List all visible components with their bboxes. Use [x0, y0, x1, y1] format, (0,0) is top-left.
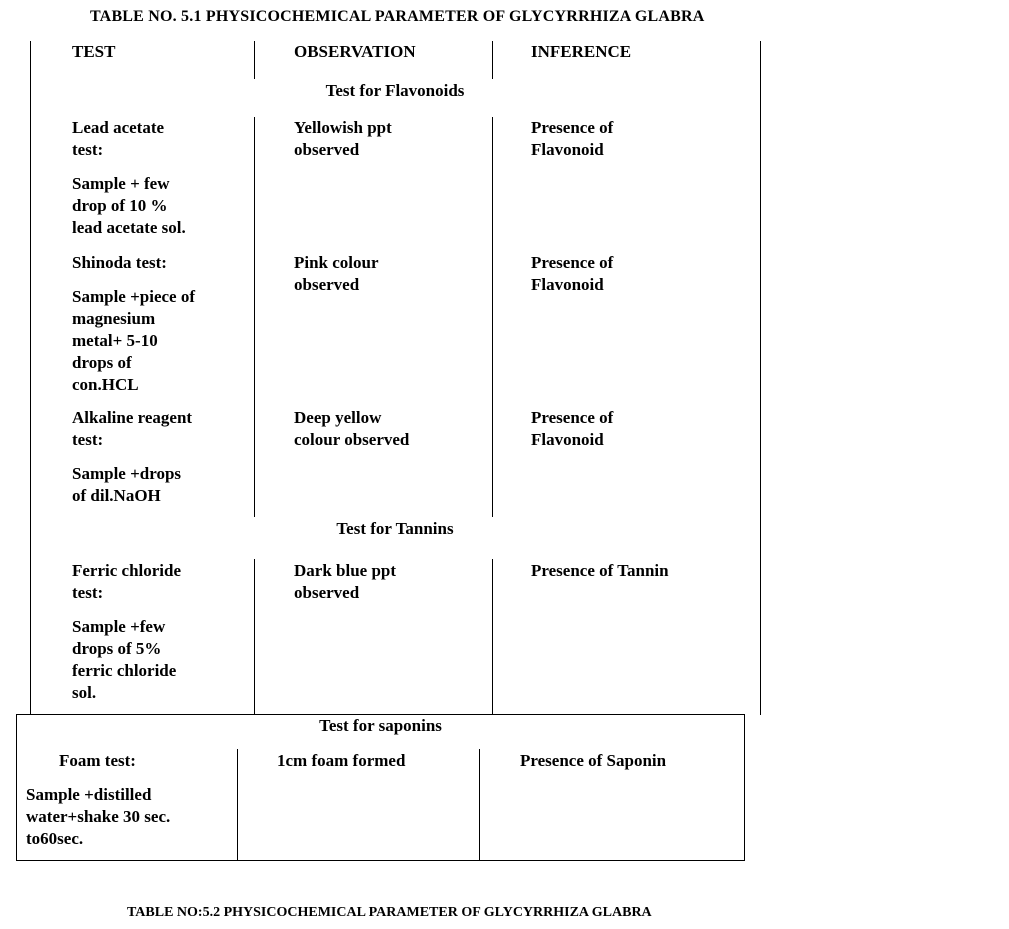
col-divider — [237, 749, 238, 861]
col-divider — [479, 749, 480, 861]
col-divider — [492, 117, 493, 517]
col-divider — [492, 41, 493, 79]
test-cell-lead-acetate: Lead acetate test: Sample + few drop of 10 % lead acetate sol. — [72, 118, 186, 237]
header-observation: OBSERVATION — [294, 42, 416, 61]
inference-cell-foam: Presence of Saponin — [520, 751, 667, 770]
saponin-box-bottom — [16, 860, 745, 861]
observation-cell-ferric-chloride: Dark blue ppt observed — [294, 561, 397, 602]
observation-cell-foam: 1cm foam formed — [277, 751, 406, 770]
header-test: TEST — [72, 42, 116, 61]
table-title: TABLE NO. 5.1 PHYSICOCHEMICAL PARAMETER OF GLYCYRRHIZA GLABRA — [90, 8, 705, 25]
inference-cell-ferric-chloride: Presence of Tannin — [531, 561, 669, 580]
observation-cell-shinoda: Pink colour observed — [294, 253, 379, 294]
inference-cell-lead-acetate: Presence of Flavonoid — [531, 118, 614, 159]
inference-cell-alkaline: Presence of Flavonoid — [531, 408, 614, 449]
section-saponins: Test for saponins — [319, 716, 442, 735]
test-cell-alkaline: Alkaline reagent test: Sample +drops of dil.NaOH — [72, 408, 193, 505]
col-divider — [492, 559, 493, 715]
col-divider — [254, 559, 255, 715]
observation-cell-lead-acetate: Yellowish ppt observed — [294, 118, 392, 159]
table-border-right — [760, 41, 761, 715]
table-border-left — [30, 41, 31, 715]
test-cell-ferric-chloride: Ferric chloride test: Sample +few drops of 5% ferric chloride sol. — [72, 561, 182, 702]
section-flavonoids: Test for Flavonoids — [325, 81, 465, 100]
inference-cell-shinoda: Presence of Flavonoid — [531, 253, 614, 294]
col-divider — [254, 41, 255, 79]
observation-cell-alkaline: Deep yellow colour observed — [294, 408, 410, 449]
next-table-title: TABLE NO:5.2 PHYSICOCHEMICAL PARAMETER OF GLYCYRRHIZA GLABRA — [127, 905, 652, 920]
test-cell-foam: Foam test: Sample +distilled water+shake 30 sec. to60sec. — [26, 751, 171, 848]
test-cell-shinoda: Shinoda test: Sample +piece of magnesium metal+ 5-10 drops of con.HCL — [72, 253, 196, 394]
header-inference: INFERENCE — [531, 42, 632, 61]
section-tannins: Test for Tannins — [336, 519, 454, 538]
col-divider — [254, 117, 255, 517]
